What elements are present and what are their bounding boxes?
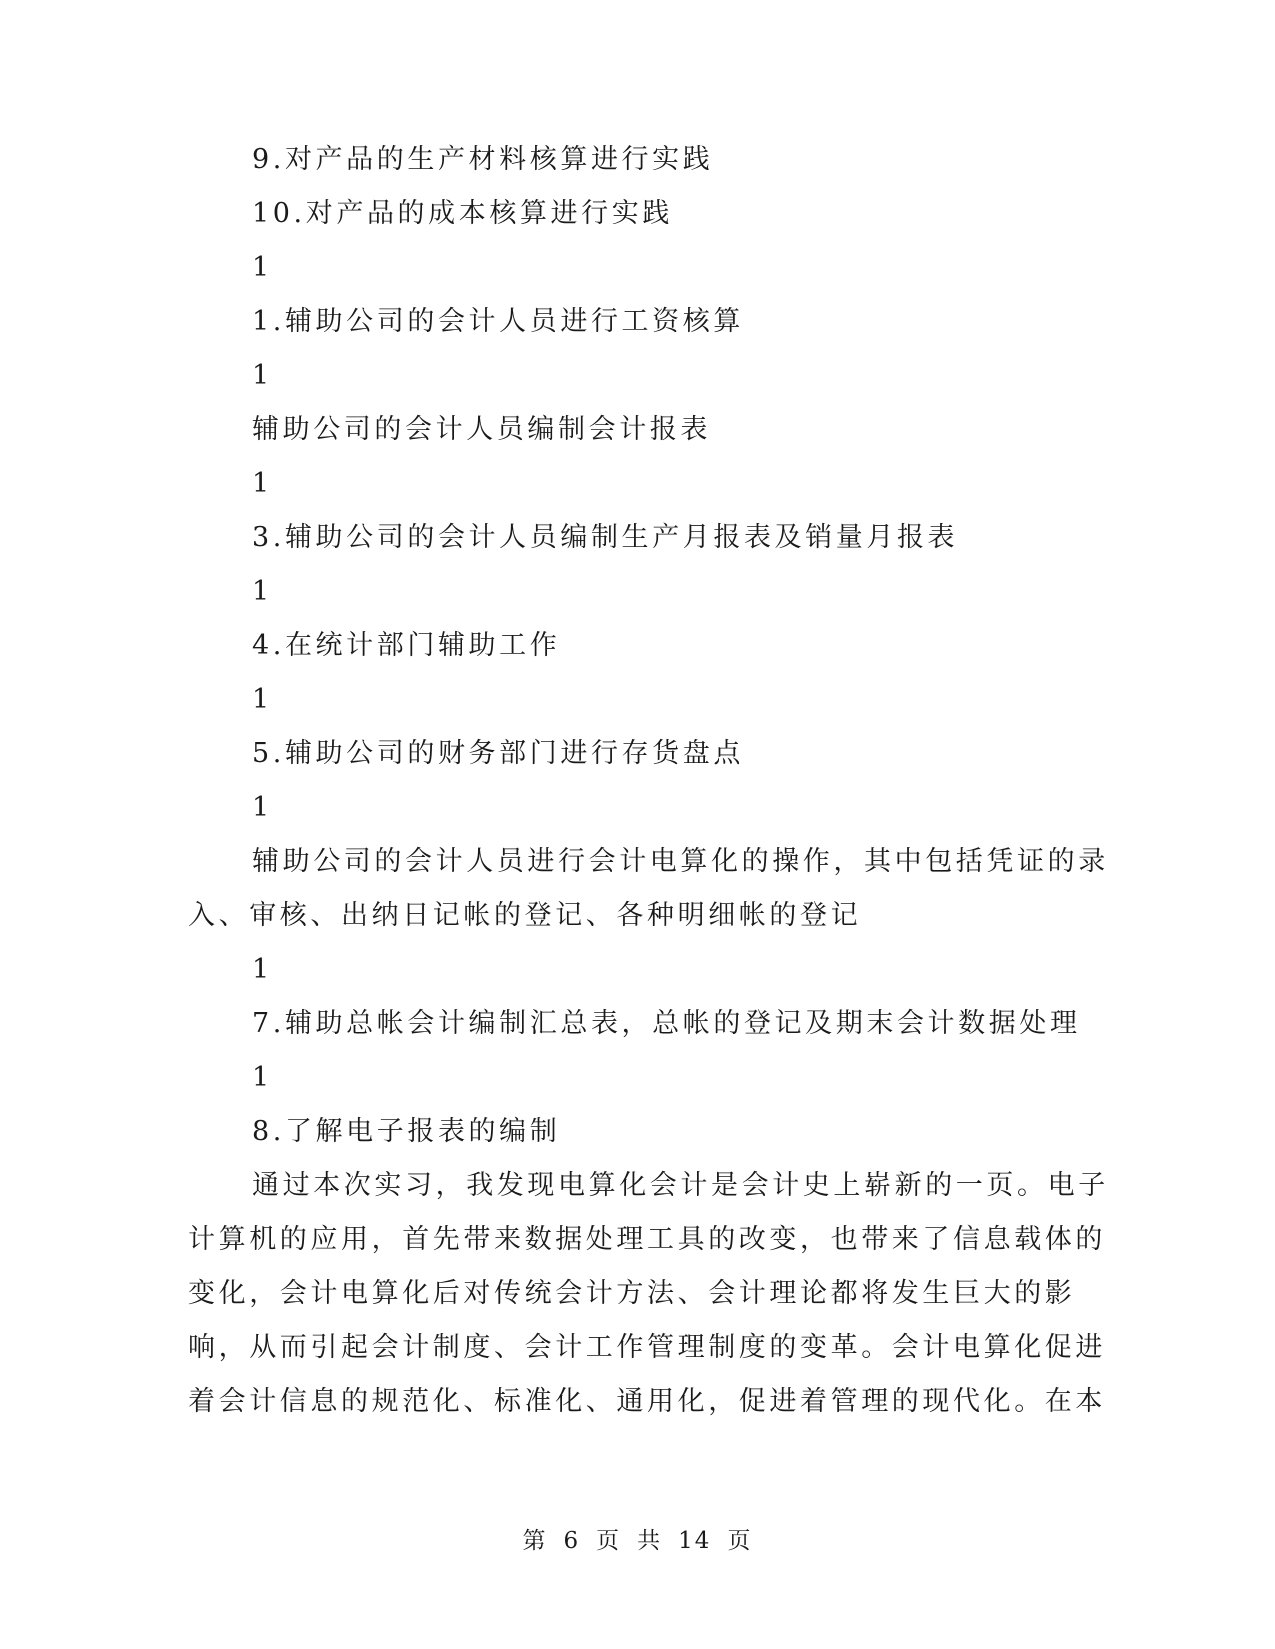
text-line: 辅助公司的会计人员进行会计电算化的操作，其中包括凭证的录 [252,846,1109,877]
footer-page-number: 6 [563,1528,581,1554]
footer-page-word: 页 [596,1528,622,1554]
footer-suffix: 页 [727,1528,753,1554]
text-line: 着会计信息的规范化、标准化、通用化，促进着管理的现代化。在本 [188,1386,1106,1417]
footer-total-label: 共 [637,1528,663,1554]
text-line: 1 [252,954,273,985]
text-line: 3.辅助公司的会计人员编制生产月报表及销量月报表 [252,522,959,553]
page-footer [0,1530,1275,1553]
text-line: 1 [252,576,273,607]
text-line: 1 [252,792,273,823]
footer-total-pages: 14 [678,1528,712,1554]
text-line: 5.辅助公司的财务部门进行存货盘点 [252,738,744,769]
text-line: 1 [252,468,273,499]
text-line: 响，从而引起会计制度、会计工作管理制度的变革。会计电算化促进 [188,1332,1106,1363]
text-line: 1 [252,1062,273,1093]
text-line: 通过本次实习，我发现电算化会计是会计史上崭新的一页。电子 [252,1170,1109,1201]
text-line: 10.对产品的成本核算进行实践 [252,198,673,229]
text-line: 8.了解电子报表的编制 [252,1116,561,1147]
footer-prefix: 第 [522,1528,548,1554]
text-line: 1.辅助公司的会计人员进行工资核算 [252,306,744,337]
text-line: 1 [252,684,273,715]
text-line: 计算机的应用，首先带来数据处理工具的改变，也带来了信息载体的 [188,1224,1106,1255]
text-line: 入、审核、出纳日记帐的登记、各种明细帐的登记 [188,900,862,931]
text-line: 7.辅助总帐会计编制汇总表，总帐的登记及期末会计数据处理 [252,1008,1081,1039]
text-line: 1 [252,360,273,391]
text-line: 4.在统计部门辅助工作 [252,630,561,661]
text-line: 9.对产品的生产材料核算进行实践 [252,144,714,175]
text-line: 1 [252,252,273,283]
text-line: 辅助公司的会计人员编制会计报表 [252,414,711,445]
text-line: 变化，会计电算化后对传统会计方法、会计理论都将发生巨大的影 [188,1278,1076,1309]
